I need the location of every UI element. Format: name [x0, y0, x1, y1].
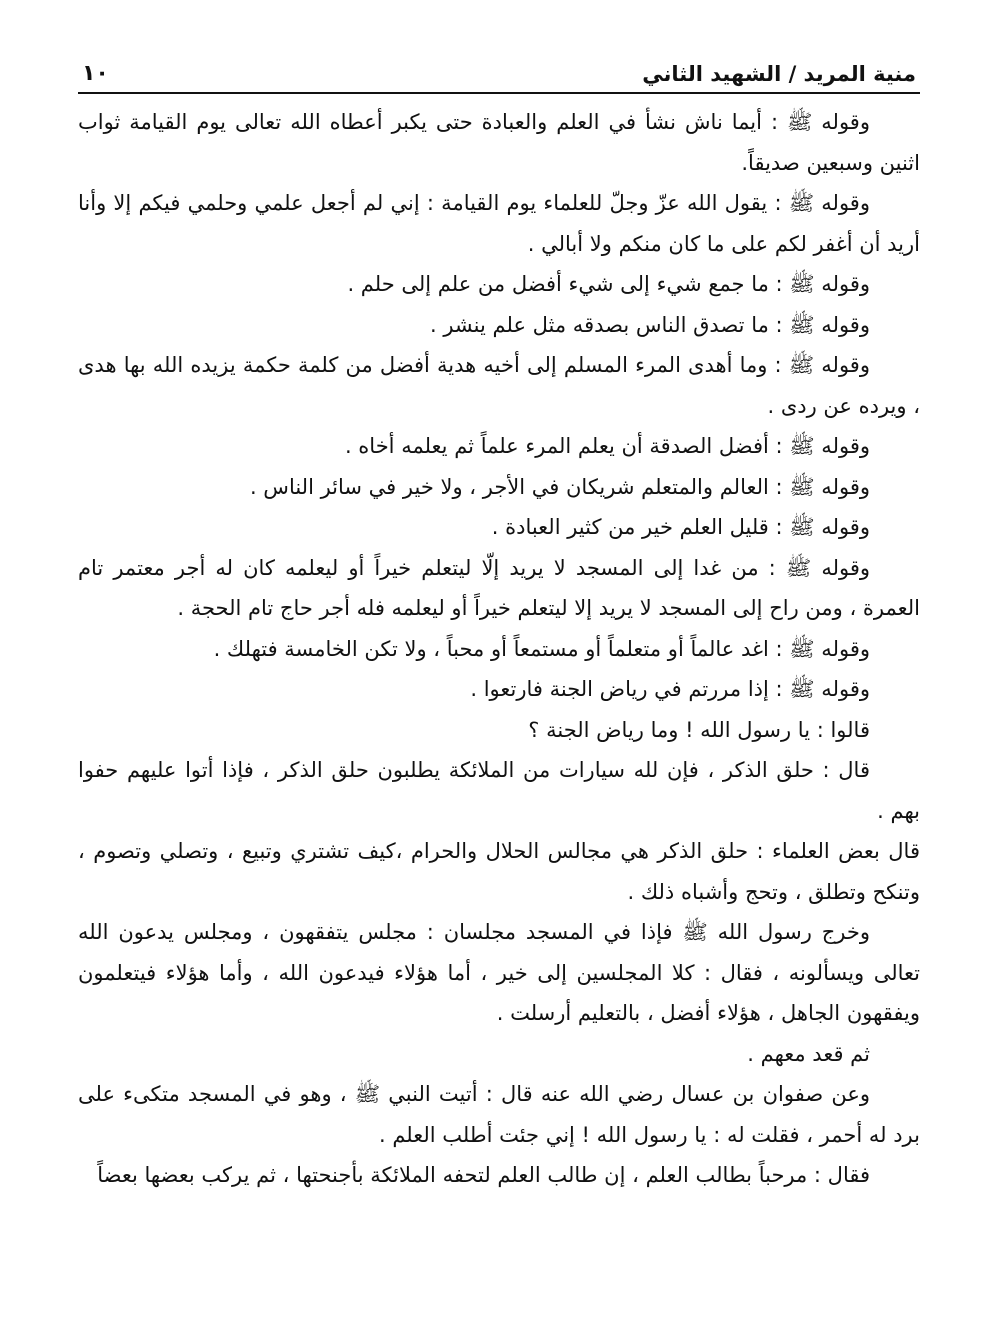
paragraph: فقال : مرحباً بطالب العلم ، إن طالب العلم لتحفه الملائكة بأجنحتها ، ثم يركب بعضها بعضاً: [97, 1163, 870, 1187]
paragraph: وخرج رسول الله ﷺ فإذا في المسجد مجلسان : مجلس يتفقهون ، ومجلس يدعون الله تعالى ويسألونه ، فقال : كلا المجلسين إلى خير ، أما هؤلاء فيدعون الله ، وأما هؤلاء فيتعلمون ويفقهون الجاهل ، هؤلاء أفضل ، بالتعليم أرسلت .: [78, 920, 920, 1025]
page-header: [78, 52, 920, 92]
page-number: ١٠: [82, 61, 109, 86]
paragraph: وقوله ﷺ : يقول الله عزّ وجلّ للعلماء يوم القيامة : إني لم أجعل علمي وحلمي فيكم إلا وأنا أريد أن أغفر لكم على ما كان منكم ولا أبالي .: [78, 191, 920, 256]
paragraph: قالوا : يا رسول الله ! وما رياض الجنة ؟: [528, 717, 870, 742]
paragraph: وقوله ﷺ : قليل العلم خير من كثير العبادة .: [491, 515, 870, 539]
paragraph: وقوله ﷺ : اغد عالماً أو متعلماً أو مستمعاً أو محباً ، ولا تكن الخامسة فتهلك .: [213, 636, 870, 661]
paragraph: وقوله ﷺ : أفضل الصدقة أن يعلم المرء علماً ثم يعلمه أخاه .: [344, 434, 870, 458]
paragraph: وقوله ﷺ : ما جمع شيء إلى شيء أفضل من علم إلى حلم .: [347, 272, 870, 296]
paragraph: قال بعض العلماء : حلق الذكر هي مجالس الحلال والحرام ،كيف تشتري وتبيع ، وتصلي وتصوم ، وتنكح وتطلق ، وتحج وأشباه ذلك .: [78, 839, 920, 904]
paragraph: ثم قعد معهم .: [747, 1041, 870, 1066]
paragraph: وقوله ﷺ : إذا مررتم في رياض الجنة فارتعوا .: [470, 677, 870, 701]
running-title: منية المريد / الشهيد الثاني: [642, 62, 916, 86]
paragraph: وقوله ﷺ : وما أهدى المرء المسلم إلى أخيه هدية أفضل من كلمة حكمة يزيده الله بها هدى ، ويرده عن ردى .: [78, 353, 920, 418]
paragraph: وقوله ﷺ : العالم والمتعلم شريكان في الأجر ، ولا خير في سائر الناس .: [249, 474, 870, 499]
body-text: [78, 94, 920, 1196]
paragraph: قال : حلق الذكر ، فإن لله سيارات من الملائكة يطلبون حلق الذكر ، فإذا أتوا عليهم حفوا بهم .: [78, 758, 920, 823]
paragraph: وقوله ﷺ : من غدا إلى المسجد لا يريد إلّا ليتعلم خيراً أو ليعلمه كان له أجر معتمر تام العمرة ، ومن راح إلى المسجد لا يريد إلا ليتعلم خيراً أو ليعلمه فله أجر حاج تام الحجة .: [78, 555, 920, 620]
paragraph: وقوله ﷺ : ما تصدق الناس بصدقه مثل علم ينشر .: [429, 312, 870, 337]
paragraph: وعن صفوان بن عسال رضي الله عنه قال : أتيت النبي ﷺ ، وهو في المسجد متكىء على برد له أحمر ، فقلت له : يا رسول الله ! إني جئت أطلب العلم .: [78, 1082, 920, 1147]
paragraph: وقوله ﷺ : أيما ناش نشأ في العلم والعبادة حتى يكبر أعطاه الله تعالى يوم القيامة ثواب اثنين وسبعين صديقاً.: [78, 110, 920, 175]
book-page: [78, 52, 920, 1312]
